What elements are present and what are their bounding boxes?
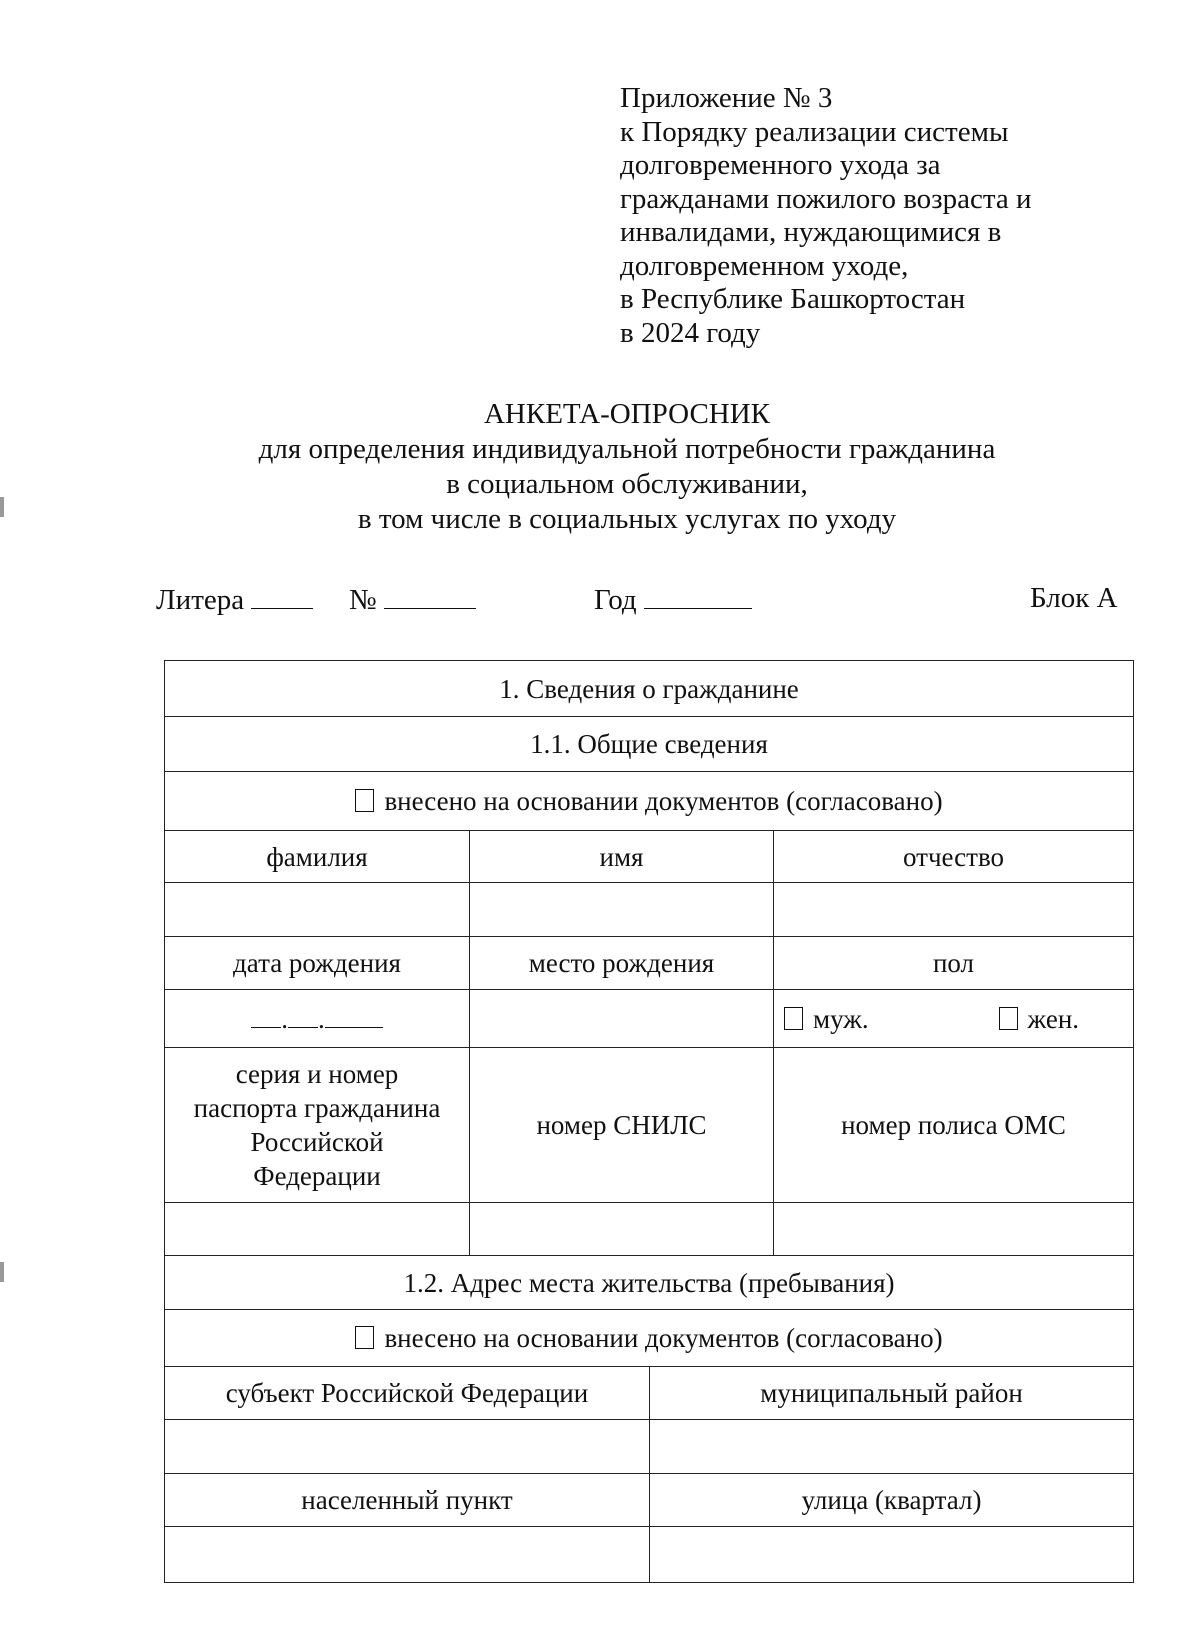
- birth-year-blank[interactable]: [325, 1003, 383, 1028]
- passport-label-line: паспорта гражданина: [193, 1093, 441, 1123]
- surname-label: фамилия: [165, 831, 470, 883]
- district-input[interactable]: [650, 1420, 1134, 1474]
- year-blank[interactable]: [644, 582, 752, 609]
- name-input[interactable]: [470, 883, 774, 937]
- surname-input[interactable]: [165, 883, 470, 937]
- birth-day-blank[interactable]: [251, 1003, 281, 1028]
- docs-confirmed-checkbox-2[interactable]: [355, 1326, 374, 1349]
- docs-confirmed-row-2: [165, 1310, 1134, 1367]
- birth-place-label: место рождения: [470, 937, 774, 990]
- litera-label: Литера: [156, 584, 245, 616]
- docs-confirmed-label-1: внесено на основании документов (согласовано): [384, 786, 943, 816]
- section-1-header: 1. Сведения о гражданине: [165, 661, 1134, 717]
- street-input[interactable]: [650, 1527, 1134, 1583]
- block-label: Блок А: [1030, 582, 1118, 614]
- subject-input[interactable]: [165, 1420, 650, 1474]
- appendix-line: в Республике Башкортостан: [620, 283, 966, 315]
- sex-female-option[interactable]: [999, 1002, 1079, 1036]
- passport-label-line: серия и номер: [235, 1059, 399, 1089]
- oms-label: номер полиса ОМС: [774, 1048, 1134, 1203]
- sex-label: пол: [774, 937, 1134, 990]
- passport-label: [165, 1048, 470, 1203]
- docs-confirmed-checkbox-1[interactable]: [355, 789, 374, 812]
- name-label: имя: [470, 831, 774, 883]
- citizen-info-table: [164, 660, 1134, 1583]
- patronymic-label: отчество: [774, 831, 1134, 883]
- title-line: в социальном обслуживании,: [446, 468, 808, 500]
- oms-input[interactable]: [774, 1203, 1134, 1256]
- street-label: улица (квартал): [650, 1474, 1134, 1527]
- year-field: [594, 582, 752, 617]
- appendix-line: к Порядку реализации системы: [620, 115, 1009, 148]
- passport-label-line: Федерации: [253, 1161, 381, 1191]
- appendix-line: долговременного ухода за: [620, 149, 941, 181]
- appendix-line: гражданами пожилого возраста и: [620, 182, 1032, 215]
- snils-input[interactable]: [470, 1203, 774, 1256]
- appendix-line: Приложение № 3: [620, 82, 833, 114]
- section-1-2-header: 1.2. Адрес места жительства (пребывания): [165, 1256, 1134, 1310]
- appendix-line: в 2024 году: [620, 316, 761, 349]
- appendix-header: [620, 82, 1032, 350]
- docs-confirmed-row-1: [165, 772, 1134, 831]
- scan-mark: [0, 1262, 4, 1282]
- sex-options: [774, 990, 1134, 1048]
- female-label: жен.: [1027, 1003, 1080, 1034]
- passport-label-line: Российской: [250, 1127, 384, 1157]
- year-label: Год: [594, 584, 637, 616]
- litera-blank[interactable]: [251, 582, 313, 609]
- number-field: [349, 582, 476, 617]
- settlement-label: населенный пункт: [165, 1474, 650, 1527]
- title-main: АНКЕТА-ОПРОСНИК: [483, 398, 771, 430]
- litera-field: [156, 582, 313, 617]
- sex-male-option[interactable]: [784, 1002, 869, 1036]
- passport-input[interactable]: [165, 1203, 470, 1256]
- settlement-input[interactable]: [165, 1527, 650, 1583]
- district-label: муниципальный район: [650, 1367, 1134, 1420]
- title-line: для определения индивидуальной потребности гражданина: [258, 433, 996, 465]
- number-blank[interactable]: [384, 582, 476, 609]
- document-title: [0, 397, 1200, 537]
- number-label: №: [349, 584, 377, 616]
- appendix-line: долговременном уходе,: [620, 249, 909, 282]
- male-label: муж.: [813, 1003, 869, 1034]
- docs-confirmed-label-2: внесено на основании документов (согласовано): [384, 1323, 943, 1353]
- birth-date-label: дата рождения: [165, 937, 470, 990]
- birth-place-input[interactable]: [470, 990, 774, 1048]
- appendix-line: инвалидами, нуждающимися в: [620, 216, 1002, 248]
- patronymic-input[interactable]: [774, 883, 1134, 937]
- section-1-1-header: 1.1. Общие сведения: [165, 717, 1134, 772]
- subject-label: субъект Российской Федерации: [165, 1367, 650, 1420]
- female-checkbox[interactable]: [999, 1007, 1018, 1030]
- birth-month-blank[interactable]: [288, 1003, 318, 1028]
- snils-label: номер СНИЛС: [470, 1048, 774, 1203]
- male-checkbox[interactable]: [784, 1007, 803, 1030]
- birth-date-input[interactable]: . .: [165, 990, 470, 1048]
- title-line: в том числе в социальных услугах по уходу: [357, 503, 897, 535]
